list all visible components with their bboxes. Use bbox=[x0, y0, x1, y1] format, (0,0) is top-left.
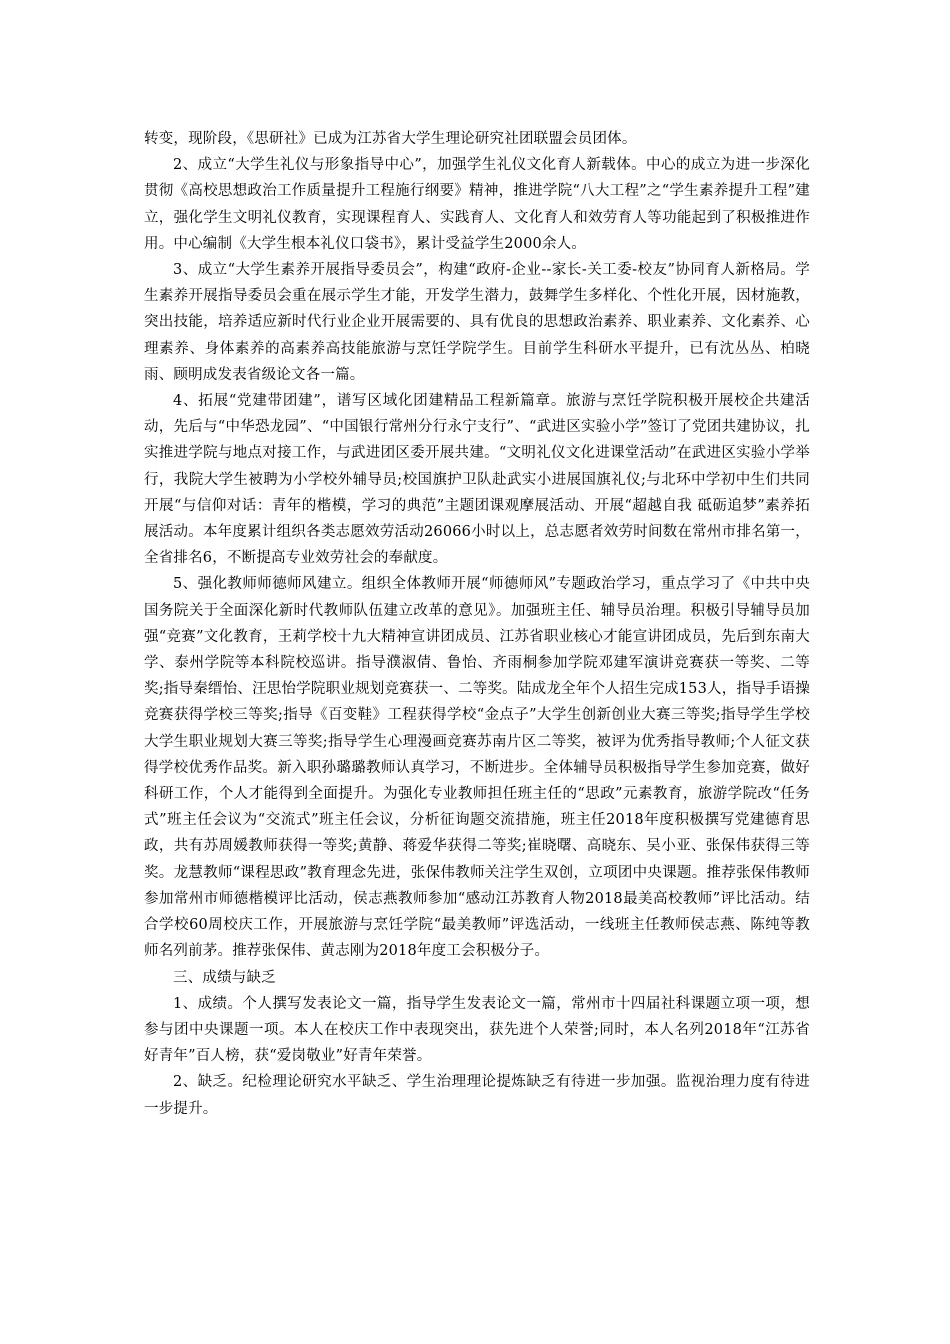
paragraph-item-5: 5、强化教师师德师风建立。组织全体教师开展“师德师风”专题政治学习，重点学习了《中共中央国务院关于全面深化新时代教师队伍建立改革的意见》。加强班主任、辅导员治理。积极引导辅导员加强“竞赛”文化教育，王莉学校十九大精神宣讲团成员、江苏省职业核心才能宣讲团成员，先后到东南大学、泰州学院等本科院校巡讲。指导濮淑倩、鲁怡、齐雨桐参加学院邓建军演讲竞赛获一等奖、二等奖;指导秦缙怡、汪思怡学院职业规划竞赛获一、二等奖。陆成龙全年个人招生完成153人，指导手语操竞赛获得学校三等奖;指导《百变鞋》工程获得学校“金点子”大学生创新创业大赛三等奖;指导学生学校大学生职业规划大赛三等奖;指导学生心理漫画竞赛苏南片区二等奖，被评为优秀指导教师;个人征文获得学校优秀作品奖。新入职孙璐璐教师认真学习，不断进步。全体辅导员积极指导学生参加竞赛，做好科研工作，个人才能得到全面提升。为强化专业教师担任班主任的“思政”元素教育，旅游学院改“任务式”班主任会议为“交流式”班主任会议，分析征询题交流措施，班主任2018年度积极撰写党建德育思政，共有苏周媛教师获得一等奖;黄静、蒋爱华获得二等奖;崔晓曙、高晓东、吴小亚、张保伟获得三等奖。龙慧教师“课程思政”教育理念先进，张保伟教师关注学生双创，立项团中央课题。推荐张保伟教师参加常州市师德楷模评比活动，侯志燕教师参加“感动江苏教育人物2018最美高校教师”评比活动。结合学校60周校庆工作，开展旅游与烹饪学院“最美教师”评选活动，一线班主任教师侯志燕、陈纯等教师名列前茅。推荐张保伟、黄志刚为2018年度工会积极分子。 bbox=[144, 576, 810, 960]
paragraph-achievements: 1、成绩。个人撰写发表论文一篇，指导学生发表论文一篇，常州市十四届社科课题立项一项，想参与团中央课题一项。本人在校庆工作中表现突出，获先进个人荣誉;同时，本人名列2018年“江苏省好青年”百人榜，获“爱岗敬业”好青年荣誉。 bbox=[144, 995, 810, 1065]
document-page bbox=[144, 126, 810, 1122]
paragraph-item-3: 3、成立“大学生素养开展指导委员会”，构建“政府-企业--家长-关工委-校友”协同育人新格局。学生素养开展指导委员会重在展示学生才能，开发学生潜力，鼓舞学生多样化、个性化开展，因材施教，突出技能，培养适应新时代行业企业开展需要的、具有优良的思想政治素养、职业素养、文化素养、心理素养、身体素养的高素养高技能旅游与烹饪学院学生。目前学生科研水平提升，已有沈丛丛、柏晓雨、顾明成发表省级论文各一篇。 bbox=[144, 262, 810, 383]
paragraph-shortcomings: 2、缺乏。纪检理论研究水平缺乏、学生治理理论提炼缺乏有待进一步加强。监视治理力度有待进一步提升。 bbox=[144, 1074, 810, 1117]
paragraph-continuation: 转变，现阶段，《思研社》已成为江苏省大学生理论研究社团联盟会员团体。 bbox=[144, 131, 637, 147]
paragraph-item-2: 2、成立“大学生礼仪与形象指导中心”，加强学生礼仪文化育人新载体。中心的成立为进一步深化贯彻《高校思想政治工作质量提升工程施行纲要》精神，推进学院“八大工程”之“学生素养提升工程”建立，强化学生文明礼仪教育，实现课程育人、实践育人、文化育人和效劳育人等功能起到了积极推进作用。中心编制《大学生根本礼仪口袋书》，累计受益学生2000余人。 bbox=[144, 157, 810, 252]
section-heading: 三、成绩与缺乏 bbox=[173, 969, 276, 986]
paragraph-item-4: 4、拓展“党建带团建”，谱写区域化团建精品工程新篇章。旅游与烹饪学院积极开展校企共建活动，先后与“中华恐龙园”、“中国银行常州分行永宁支行”、“武进区实验小学”签订了党团共建协议，扎实推进学院与地点对接工作，与武进团区委开展共建。“文明礼仪文化进课堂活动”在武进区实验小学举行，我院大学生被聘为小学校外辅导员;校国旗护卫队赴武实小进展国旗礼仪;与北环中学初中生们共同开展“与信仰对话：青年的楷模，学习的典范”主题团课观摩展活动、开展“超越自我 砥砺追梦”素养拓展活动。本年度累计组织各类志愿效劳活动26066小时以上，总志愿者效劳时间数在常州市排名第一，全省排名6，不断提高专业效劳社会的奉献度。 bbox=[144, 393, 810, 567]
